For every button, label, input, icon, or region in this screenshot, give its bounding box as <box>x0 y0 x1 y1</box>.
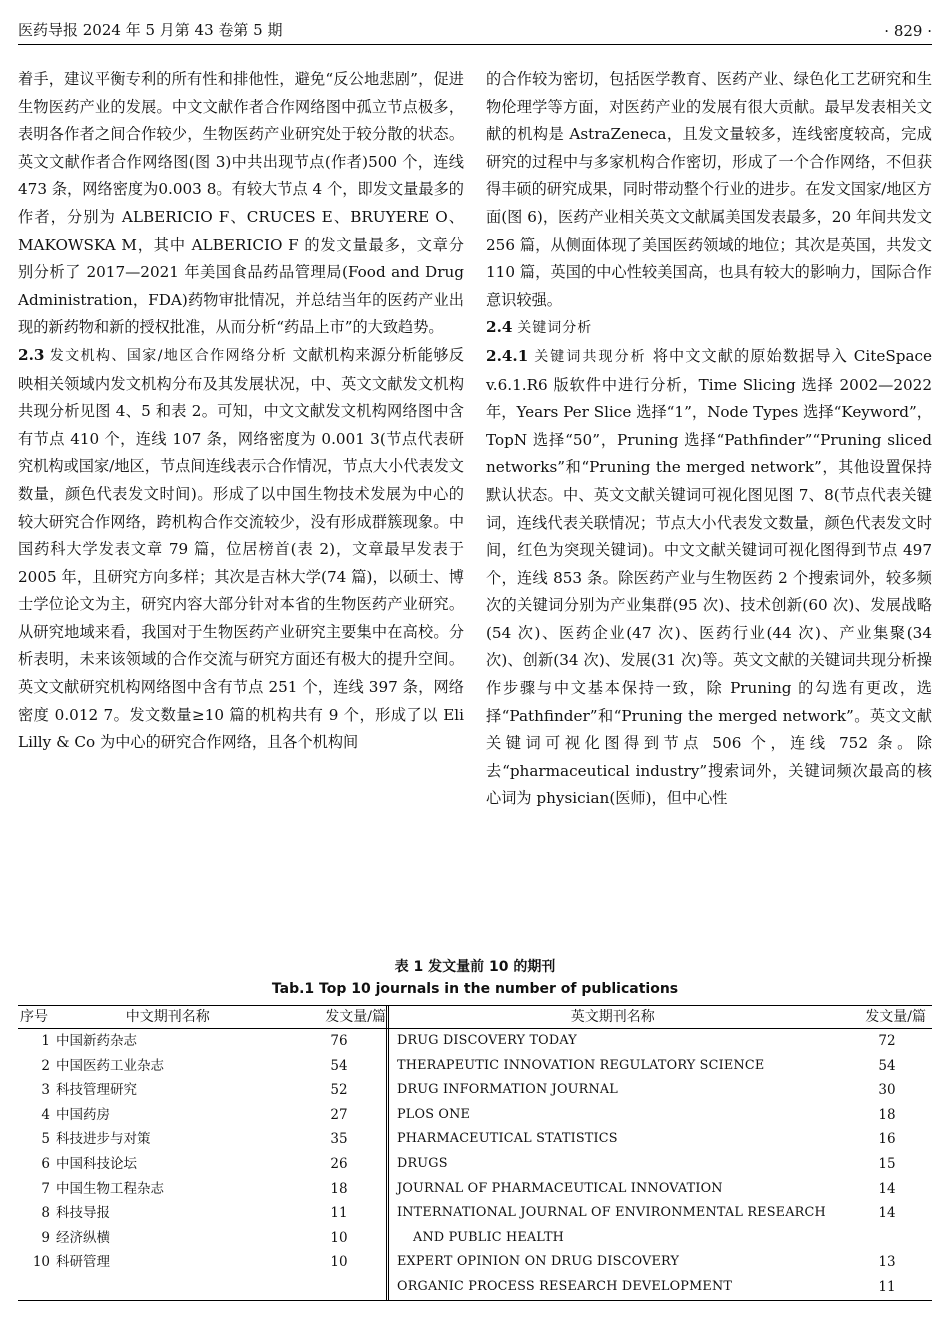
table-header-row <box>18 1006 932 1029</box>
left-column <box>18 66 464 757</box>
paragraph: 着手，建议平衡专利的所有性和排他性，避免“反公地悲剧”，促进生物医药产业的发展。中文文献作者合作网络图中孤立节点极多，表明各作者之间合作较少，生物医药产业研究处于较分散的状态。英文文献作者合作网络图(图 3)中共出现节点(作者)500 个，连线 473 条，网络密度为0.003 8。有较大节点 4 个，即发文量最多的作者，分别为 ALBERICIO F、CRUCES E、BRUYERE O、MAKOWSKA M，其中 ALBERICIO F 的发文量最多，文章分别分析了 2017—2021 年美国食品药品管理局(Food and Drug Administration，FDA)药物审批情况，并总结当年的医药产业出现的新药物和新的授权批准，从而分析“药品上市”的大致趋势。 <box>18 70 464 337</box>
section-2-3 <box>18 342 464 757</box>
table-row: THERAPEUTIC INNOVATION REGULATORY SCIENCE 54 <box>397 1057 896 1074</box>
table-row: 10 科研管理 10 <box>32 1254 348 1271</box>
running-header <box>18 12 932 45</box>
section-title: 关键词分析 <box>517 320 593 337</box>
table-row: 5 科技进步与对策 35 <box>41 1131 348 1148</box>
section-number: 2.3 <box>18 345 45 364</box>
table-row: JOURNAL OF PHARMACEUTICAL INNOVATION 14 <box>397 1180 896 1197</box>
section-number: 2.4 <box>486 318 513 337</box>
page-number: · 829 · <box>884 22 932 40</box>
table-row: PLOS ONE 18 <box>397 1106 896 1123</box>
table-row: 2 中国医药工业杂志 54 <box>41 1057 348 1074</box>
right-column <box>486 66 932 813</box>
cn-journals <box>18 1029 389 1300</box>
section-2-4 <box>486 314 932 343</box>
table-row: 4 中国药房 27 <box>41 1106 348 1123</box>
caption-en: Tab.1 Top 10 journals in the number of publications <box>271 981 679 997</box>
section-2-4-1 <box>486 343 932 813</box>
table-row: INTERNATIONAL JOURNAL OF ENVIRONMENTAL RESEARCH 14 <box>397 1205 896 1222</box>
section-title: 关键词共现分析 <box>534 348 647 365</box>
header-cn-name: 中文期刊名称 <box>125 1009 210 1025</box>
en-journals <box>389 1029 932 1300</box>
table-row: DRUG DISCOVERY TODAY 72 <box>397 1033 896 1049</box>
table-row: DRUGS 15 <box>397 1155 896 1172</box>
table-row: DRUG INFORMATION JOURNAL 30 <box>397 1082 896 1099</box>
header-no: 序号 <box>20 1009 48 1025</box>
table-row: 3 科技管理研究 52 <box>41 1082 348 1099</box>
table-row: 6 中国科技论坛 26 <box>41 1155 348 1172</box>
section-title: 发文机构、国家/地区合作网络分析 <box>49 347 288 364</box>
journal-issue: 医药导报 2024 年 5 月第 43 卷第 5 期 <box>18 21 283 39</box>
journal-table <box>18 1005 932 1301</box>
header-en-name: 英文期刊名称 <box>570 1009 655 1025</box>
section-number: 2.4.1 <box>486 346 529 365</box>
table-row: ORGANIC PROCESS RESEARCH DEVELOPMENT 11 <box>397 1278 896 1295</box>
table-row-continuation: AND PUBLIC HEALTH <box>413 1229 565 1245</box>
table-row: EXPERT OPINION ON DRUG DISCOVERY 13 <box>397 1254 896 1271</box>
paragraph: 将中文文献的原始数据导入 CiteSpace v.6.1.R6 版软件中进行分析，Time Slicing 选择 2002—2022 年，Years Per Slice 选择“1”，Node Types 选择“Keyword”，TopN 选择“50”，Pruning 选择“Pathfinder”“Pruning sliced networks”和“Pruning the merged network”，其他设置保持默认状态。中、英文文献关键词可视化图见图 7、8(节点代表关键词，连线代表关联情况；节点大小代表发文数量，颜色代表发文时间，红色为突现关键词)。中文文献关键词可视化图得到节点 497 个，连线 853 条。除医药产业与生物医药 2 个搜索词外，较多频次的关键词分别为产业集群(95 次)、技术创新(60 次)、发展战略(54 次)、医药企业(47 次)、医药行业(44 次)、产业集聚(34 次)、创新(34 次)、发展(31 次)等。英文文献的关键词共现分析操作步骤与中文基本保持一致，除 Pruning 的勾选有更改，选择“Pathfinder”和“Pruning the merged network”。英文文献关键词可视化图得到节点 506 个，连线 752 条。除去“pharmaceutical industry”搜索词外，关键词频次最高的核心词为 physician(医师)，但中心性 <box>486 346 933 808</box>
header-cn-count: 发文量/篇 <box>325 1009 386 1025</box>
paragraph: 文献机构来源分析能够反映相关领域内发文机构分布及其发展状况，中、英文文献发文机构共现分析见图 4、5 和表 2。可知，中文文献发文机构网络图中含有节点 410 个，连线 107 条，网络密度为 0.001 3(节点代表研究机构或国家/地区，节点间连线表示合作情况，节点大小代表发文数量，颜色代表发文时间)。形成了以中国生物技术发展为中心的较大研究合作网络，跨机构合作交流较少，没有形成群簇现象。中国药科大学发表文章 79 篇，位居榜首(表 2)，文章最早发表于 2005 年，且研究方向多样；其次是吉林大学(74 篇)，以硕士、博士学位论文为主，研究内容大部分针对本省的生物医药产业研究。从研究地域来看，我国对于生物医药产业研究主要集中在高校。分析表明，未来该领域的合作交流与研究方面还有极大的提升空间。英文文献研究机构网络图中含有节点 251 个，连线 397 条，网络密度 0.012 7。发文数量≥10 篇的机构共有 9 个，形成了以 Eli Lilly & Co 为中心的研究合作网络，且各个机构间 <box>18 345 465 752</box>
table-row: 8 科技导报 11 <box>41 1205 348 1222</box>
paragraph: 的合作较为密切，包括医学教育、医药产业、绿色化工艺研究和生物伦理学等方面，对医药产业的发展有很大贡献。最早发表相关文献的机构是 AstraZeneca，且发文量较多，连线密度较高，完成研究的过程中与多家机构合作密切，形成了一个合作网络，不但获得丰硕的研究成果，同时带动整个行业的进步。在发文国家/地区方面(图 6)，医药产业相关英文文献属美国发表最多，20 年间共发文 256 篇，从侧面体现了美国医药领域的地位；其次是英国，共发文 110 篇，英国的中心性较美国高，也具有较大的影响力，国际合作意识较强。 <box>486 70 932 309</box>
table-row: PHARMACEUTICAL STATISTICS 16 <box>397 1131 896 1148</box>
table-row: 7 中国生物工程杂志 18 <box>41 1180 348 1197</box>
table-row: 9 经济纵横 10 <box>41 1229 348 1246</box>
caption-cn: 表 1 发文量前 10 的期刊 <box>394 959 556 975</box>
table-body <box>18 1029 932 1300</box>
table-row: 1 中国新药杂志 76 <box>41 1033 348 1049</box>
header-en-count: 发文量/篇 <box>865 1009 926 1025</box>
table-caption <box>0 956 950 1000</box>
